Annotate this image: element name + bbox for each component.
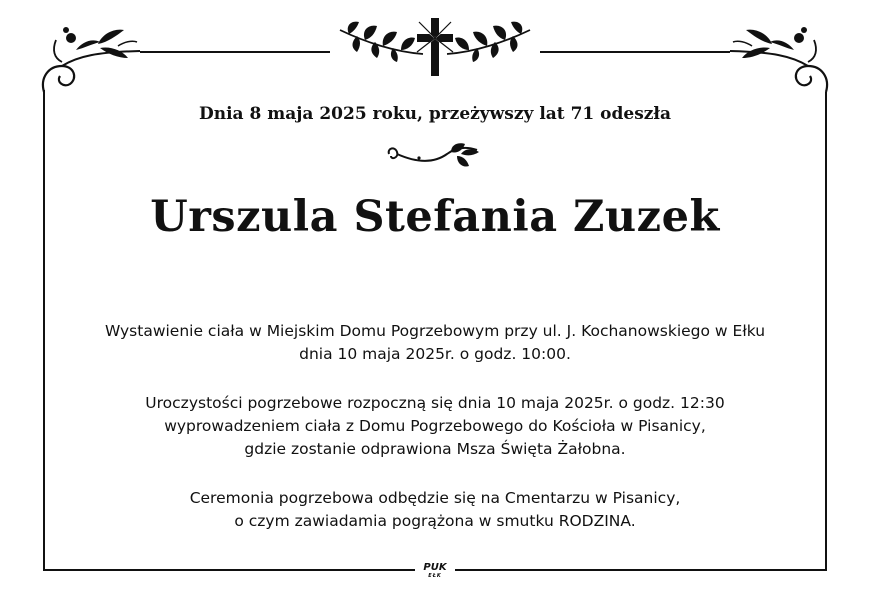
logo-main-text: PUK — [423, 562, 447, 573]
paragraph-line: wyprowadzeniem ciała z Domu Pogrzebowego do Kościoła w Pisanicy, — [164, 417, 706, 435]
top-divider-left — [140, 51, 330, 53]
corner-swirl-icon — [732, 20, 832, 95]
logo-sub-text: EŁK — [428, 573, 442, 579]
death-announcement-intro: Dnia 8 maja 2025 roku, przeżywszy lat 71 odeszła — [199, 104, 671, 124]
paragraph-line: o czym zawiadamia pogrążona w smutku RODZINA. — [234, 512, 636, 530]
laurel-branch-icon — [447, 22, 530, 62]
deceased-name: Urszula Stefania Zuzek — [150, 192, 720, 242]
frame-bottom-border-left — [43, 569, 415, 571]
cross-icon — [335, 12, 535, 82]
funeral-ceremony-paragraph — [0, 392, 870, 461]
corner-swirl-icon — [38, 20, 138, 95]
flourish-icon — [385, 142, 485, 172]
paragraph-line: Ceremonia pogrzebowa odbędzie się na Cmentarzu w Pisanicy, — [189, 489, 681, 507]
paragraph-line: dnia 10 maja 2025r. o godz. 10:00. — [299, 345, 571, 363]
burial-paragraph — [0, 487, 870, 533]
laurel-branch-icon — [340, 22, 423, 62]
paragraph-line: Wystawienie ciała w Miejskim Domu Pogrzebowym przy ul. J. Kochanowskiego w Ełku — [104, 322, 766, 340]
paragraph-line: Uroczystości pogrzebowe rozpoczną się dnia 10 maja 2025r. o godz. 12:30 — [145, 394, 725, 412]
puk-logo — [417, 563, 453, 579]
top-divider-right — [540, 51, 730, 53]
frame-bottom-border-right — [455, 569, 827, 571]
paragraph-line: gdzie zostanie odprawiona Msza Święta Żałobna. — [244, 440, 626, 458]
viewing-paragraph — [0, 320, 870, 366]
